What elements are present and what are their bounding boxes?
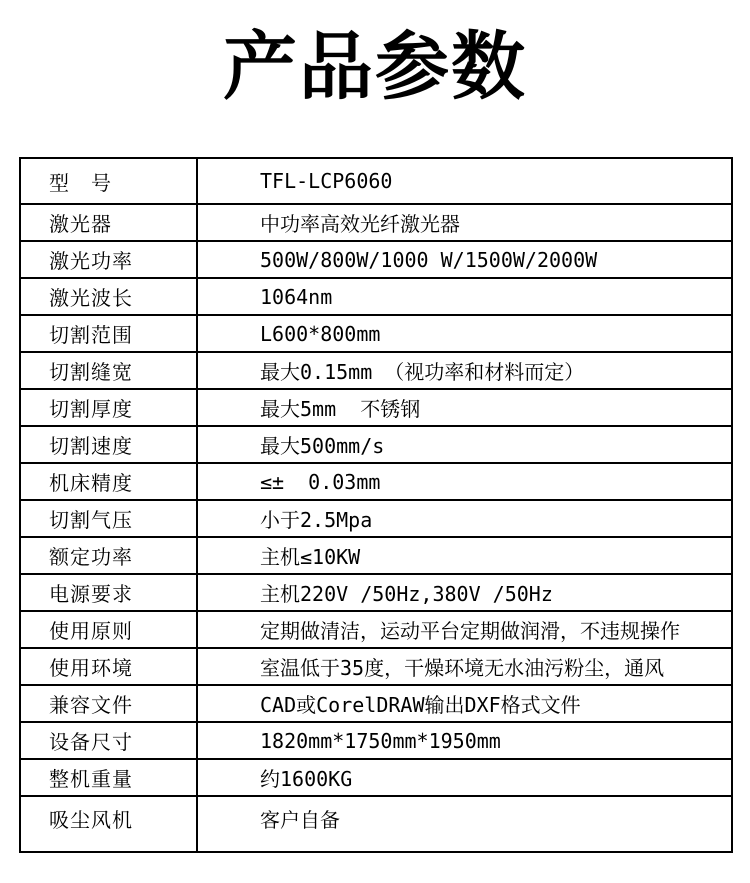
param-label: 兼容文件 xyxy=(20,685,197,722)
param-value: TFL-LCP6060 xyxy=(197,158,732,204)
spec-table-body xyxy=(20,158,732,852)
table-row xyxy=(20,722,732,759)
table-row xyxy=(20,500,732,537)
param-label: 激光器 xyxy=(20,204,197,241)
param-label: 电源要求 xyxy=(20,574,197,611)
param-label: 额定功率 xyxy=(20,537,197,574)
table-row xyxy=(20,574,732,611)
param-value: 客户自备 xyxy=(197,796,732,852)
table-row xyxy=(20,158,732,204)
param-value: L600*800mm xyxy=(197,315,732,352)
param-value: 1820mm*1750mm*1950mm xyxy=(197,722,732,759)
param-label: 吸尘风机 xyxy=(20,796,197,852)
param-label: 使用环境 xyxy=(20,648,197,685)
param-label: 型 号 xyxy=(20,158,197,204)
param-value: 最大5mm 不锈钢 xyxy=(197,389,732,426)
param-value: 定期做清洁，运动平台定期做润滑，不违规操作 xyxy=(197,611,732,648)
param-value: CAD或CorelDRAW输出DXF格式文件 xyxy=(197,685,732,722)
param-label: 整机重量 xyxy=(20,759,197,796)
param-value: 室温低于35度，干燥环境无水油污粉尘，通风 xyxy=(197,648,732,685)
param-value: 500W/800W/1000 W/1500W/2000W xyxy=(197,241,732,278)
param-label: 激光功率 xyxy=(20,241,197,278)
param-value: 中功率高效光纤激光器 xyxy=(197,204,732,241)
table-row xyxy=(20,426,732,463)
param-label: 切割缝宽 xyxy=(20,352,197,389)
page-title: 产品参数 xyxy=(223,25,527,108)
table-row xyxy=(20,389,732,426)
param-value: 1064nm xyxy=(197,278,732,315)
table-row xyxy=(20,685,732,722)
table-row xyxy=(20,611,732,648)
param-value: 小于2.5Mpa xyxy=(197,500,732,537)
spec-table xyxy=(19,157,733,853)
param-value: 最大500mm/s xyxy=(197,426,732,463)
param-label: 切割速度 xyxy=(20,426,197,463)
table-row xyxy=(20,463,732,500)
param-label: 设备尺寸 xyxy=(20,722,197,759)
param-label: 机床精度 xyxy=(20,463,197,500)
table-row xyxy=(20,204,732,241)
table-row xyxy=(20,352,732,389)
table-row xyxy=(20,241,732,278)
param-label: 使用原则 xyxy=(20,611,197,648)
param-label: 切割范围 xyxy=(20,315,197,352)
table-row xyxy=(20,796,732,852)
param-value: 主机220V /50Hz,380V /50Hz xyxy=(197,574,732,611)
param-value: 最大0.15mm （视功率和材料而定） xyxy=(197,352,732,389)
param-value: ≤± 0.03mm xyxy=(197,463,732,500)
table-row xyxy=(20,759,732,796)
table-row xyxy=(20,537,732,574)
param-value: 主机≤10KW xyxy=(197,537,732,574)
table-row xyxy=(20,315,732,352)
table-row xyxy=(20,278,732,315)
param-label: 激光波长 xyxy=(20,278,197,315)
param-label: 切割气压 xyxy=(20,500,197,537)
param-label: 切割厚度 xyxy=(20,389,197,426)
param-value: 约1600KG xyxy=(197,759,732,796)
table-row xyxy=(20,648,732,685)
